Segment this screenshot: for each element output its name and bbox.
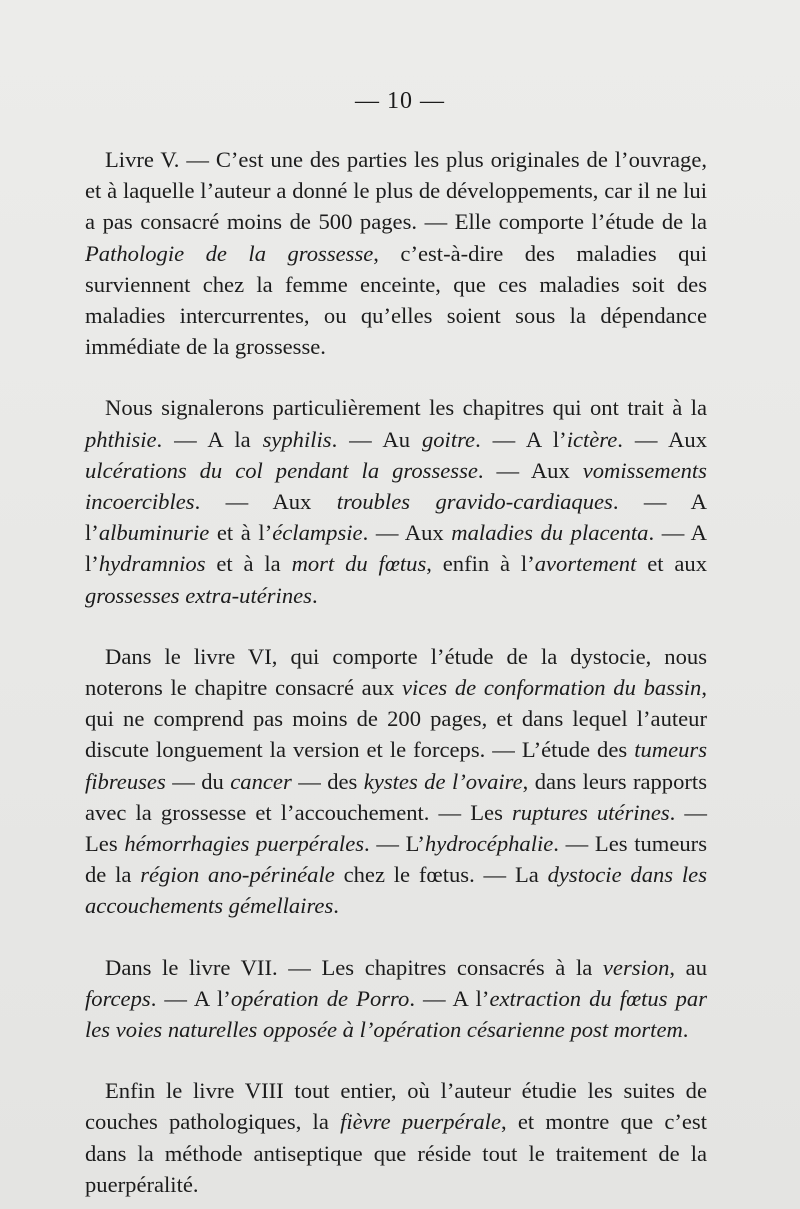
text-run: , dans leurs rapports avec la grossesse et l’accouchement. — Les xyxy=(85,768,707,825)
text-run: . — Aux xyxy=(362,520,452,546)
italic-term: hydramnios xyxy=(98,551,206,577)
body-text xyxy=(85,144,707,1200)
italic-term: ruptures utérines xyxy=(512,799,670,825)
italic-term: fièvre puerpérale xyxy=(340,1109,501,1135)
text-run: et à la xyxy=(205,551,292,577)
paragraph-chapitres xyxy=(85,392,707,610)
text-run: . — Aux xyxy=(194,489,337,515)
italic-term: troubles gravido-cardiaques xyxy=(336,489,613,515)
text-run: . xyxy=(333,893,339,919)
text-run: . xyxy=(311,582,318,608)
text-run: et à l’ xyxy=(209,520,273,546)
text-run: Livre V. — C’est une des parties les plus originales de l’ouvrage, et à laquelle l’auteur a donné le plus de développements, car il ne lui a pas consacré moins de 500 pages. — Elle comporte l’étude de la xyxy=(85,147,707,235)
italic-term: opération de Porro xyxy=(230,985,410,1011)
italic-term: goitre xyxy=(421,426,476,452)
italic-term: cancer xyxy=(230,768,292,794)
text-run: , et montre que c’est dans la méthode antiseptique que réside tout le traitement de la puerpéralité. xyxy=(85,1109,707,1197)
text-run: , au xyxy=(669,954,708,980)
italic-term: extraction du fœtus par les voies naturelles opposée à l’opération césarienne post mortem xyxy=(85,985,707,1043)
text-run: et aux xyxy=(636,551,707,577)
paragraph-livre-vii xyxy=(85,952,707,1046)
text-run: — des xyxy=(291,768,364,794)
italic-term: ulcérations du col pendant la grossesse xyxy=(85,457,478,483)
text-run: Dans le livre VII. — Les chapitres consacrés à la xyxy=(105,954,603,980)
text-run: . — A l’ xyxy=(409,985,490,1011)
italic-term: kystes de l’ovaire xyxy=(363,768,523,794)
italic-term: dystocie dans les accouchements gémellaires xyxy=(85,862,707,919)
italic-term: mort du fœtus xyxy=(291,551,427,577)
text-run: . xyxy=(682,1017,689,1043)
italic-term: vomissements incoercibles xyxy=(85,457,707,515)
text-run: . — A l’ xyxy=(475,426,567,452)
text-run: . — A l’ xyxy=(85,520,707,577)
italic-term: forceps xyxy=(85,985,151,1011)
text-run: — du xyxy=(165,768,231,794)
italic-term: tumeurs fibreuses xyxy=(85,737,707,794)
text-run: , c’est-à-dire des maladies qui surviennent chez la femme enceinte, que ces maladies soit des maladies intercurrentes, ou qu’elles soient sous la dépendance immédiate de la grossesse. xyxy=(85,240,708,360)
text-run: , enfin à l’ xyxy=(426,551,535,577)
italic-term: maladies du placenta xyxy=(451,520,649,546)
italic-term: version xyxy=(602,954,670,980)
italic-term: syphilis xyxy=(262,426,332,452)
paragraph-livre-vi xyxy=(85,641,707,922)
text-run: . — Les xyxy=(85,799,707,857)
paragraph-livre-v xyxy=(85,144,707,362)
text-run: . — A l’ xyxy=(150,985,231,1011)
italic-term: avortement xyxy=(534,551,637,577)
italic-term: éclampsie xyxy=(272,520,363,546)
text-run: . — Les tumeurs de la xyxy=(85,831,707,888)
italic-term: ictère xyxy=(566,426,618,452)
italic-term: hydrocéphalie xyxy=(424,831,554,857)
text-run: Nous signalerons particulièrement les chapitres qui ont trait à la xyxy=(105,395,707,421)
italic-term: grossesses extra-utérines xyxy=(85,582,312,608)
italic-term: région ano-périnéale xyxy=(140,862,335,888)
page-number: — 10 — xyxy=(355,88,445,114)
text-run: , qui ne comprend pas moins de 200 pages, et dans lequel l’auteur discute longuement la version et le forceps. — L’étude des xyxy=(85,675,707,763)
text-run: chez le fœtus. — La xyxy=(334,862,548,888)
italic-term: albuminurie xyxy=(98,520,210,546)
text-run: . — A la xyxy=(156,426,263,452)
text-run: . — Au xyxy=(331,426,422,452)
text-run: . — L’ xyxy=(364,831,425,857)
italic-term: hémorrhagies puerpérales xyxy=(124,831,365,857)
text-run: Dans le livre VI, qui comporte l’étude de la dystocie, nous noterons le chapitre consacré aux xyxy=(85,643,707,701)
italic-term: Pathologie de la grossesse xyxy=(85,240,374,266)
text-run: . — Aux xyxy=(617,426,708,452)
paragraph-livre-viii xyxy=(85,1075,707,1200)
text-run: . — A l’ xyxy=(85,489,707,546)
italic-term: phthisie xyxy=(85,426,157,452)
italic-term: vices de conformation du bassin xyxy=(401,675,702,701)
text-run: . — Aux xyxy=(477,457,583,483)
text-run: Enfin le livre VIII tout entier, où l’auteur étudie les suites de couches pathologiques, la xyxy=(85,1078,707,1135)
